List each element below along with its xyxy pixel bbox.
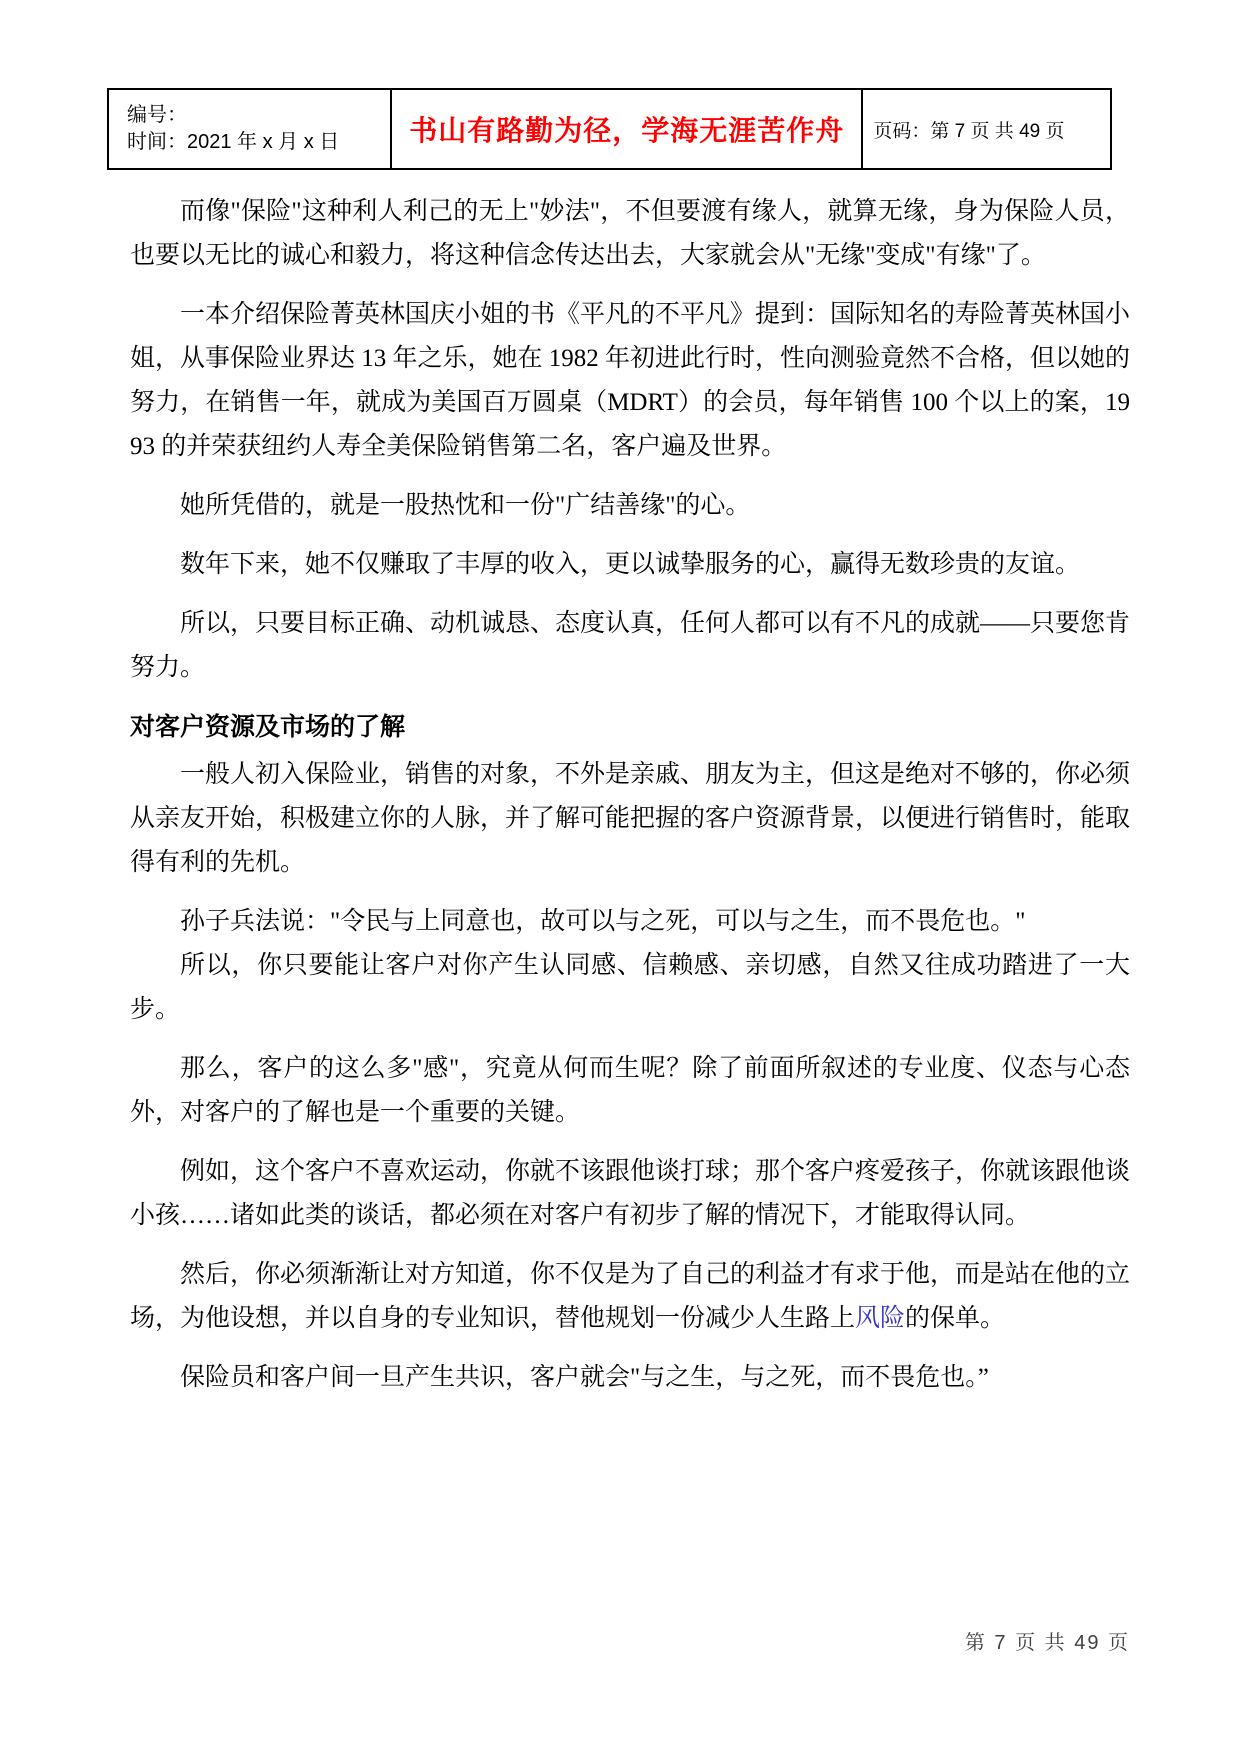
page-header-table — [107, 88, 1112, 170]
footer-page-number: 第 7 页 共 49 页 — [964, 1632, 1130, 1654]
paragraph: 那么，客户的这么多"感"，究竟从何而生呢？除了前面所叙述的专业度、仪态与心态外，对客户的了解也是一个重要的关键。 — [130, 1055, 1130, 1126]
doc-date-label: 时间：2021 年 x 月 x 日 — [127, 131, 340, 153]
paragraph: 而像"保险"这种利人利己的无上"妙法"，不但要渡有缘人，就算无缘，身为保险人员，也要以无比的诚心和毅力，将这种信念传达出去，大家就会从"无缘"变成"有缘"了。 — [130, 198, 1130, 269]
header-left-cell — [108, 89, 391, 169]
paragraph: 一般人初入保险业，销售的对象，不外是亲戚、朋友为主，但这是绝对不够的，你必须从亲友开始，积极建立你的人脉，并了解可能把握的客户资源背景，以便进行销售时，能取得有利的先机。 — [130, 761, 1131, 876]
paragraph — [130, 1253, 1130, 1341]
paragraph: 例如，这个客户不喜欢运动，你就不该跟他谈打球；那个客户疼爱孩子，你就该跟他谈小孩……诸如此类的谈话，都必须在对客户有初步了解的情况下，才能取得认同。 — [130, 1158, 1131, 1229]
paragraph: 数年下来，她不仅赚取了丰厚的收入，更以诚挚服务的心，赢得无数珍贵的友谊。 — [180, 551, 1081, 578]
paragraph: 孙子兵法说："令民与上同意也，故可以与之死，可以与之生，而不畏危也。" — [180, 908, 1026, 935]
doc-number-label: 编号： — [127, 104, 187, 126]
paragraph: 保险员和客户间一旦产生共识，客户就会"与之生，与之死，而不畏危也。” — [180, 1364, 989, 1391]
paragraph: 所以，只要目标正确、动机诚恳、态度认真，任何人都可以有不凡的成就——只要您肯努力。 — [130, 610, 1131, 681]
header-motto: 书山有路勤为径，学海无涯苦作舟 — [391, 89, 862, 169]
header-page-label: 页码：第 7 页 共 49 页 — [862, 89, 1111, 169]
paragraph: 所以，你只要能让客户对你产生认同感、信赖感、亲切感，自然又往成功踏进了一大步。 — [130, 952, 1130, 1023]
section-heading: 对客户资源及市场的了解 — [130, 713, 406, 741]
risk-link[interactable]: 风险 — [855, 1305, 906, 1332]
document-body — [130, 190, 1130, 1415]
paragraph: 她所凭借的，就是一股热忱和一份"广结善缘"的心。 — [180, 492, 751, 519]
paragraph: 一本介绍保险菁英林国庆小姐的书《平凡的不平凡》提到：国际知名的寿险菁英林国小姐，从事保险业界达 13 年之乐，她在 1982 年初进此行时，性向测验竟然不合格，但以她的努力，在销售一年，就成为美国百万圆桌（MDRT）的会员，每年销售 100 个以上的案，1993 的并荣获纽约人寿全美保险销售第二名，客户遍及世界。 — [130, 301, 1131, 460]
paragraph-text: 的保单。 — [905, 1305, 1006, 1332]
paragraph-text: 然后，你必须渐渐让对方知道，你不仅是为了自己的利益才有求于他，而是站在他的立场，为他设想，并以自身的专业知识，替他规划一份减少人生路上 — [130, 1261, 1131, 1332]
